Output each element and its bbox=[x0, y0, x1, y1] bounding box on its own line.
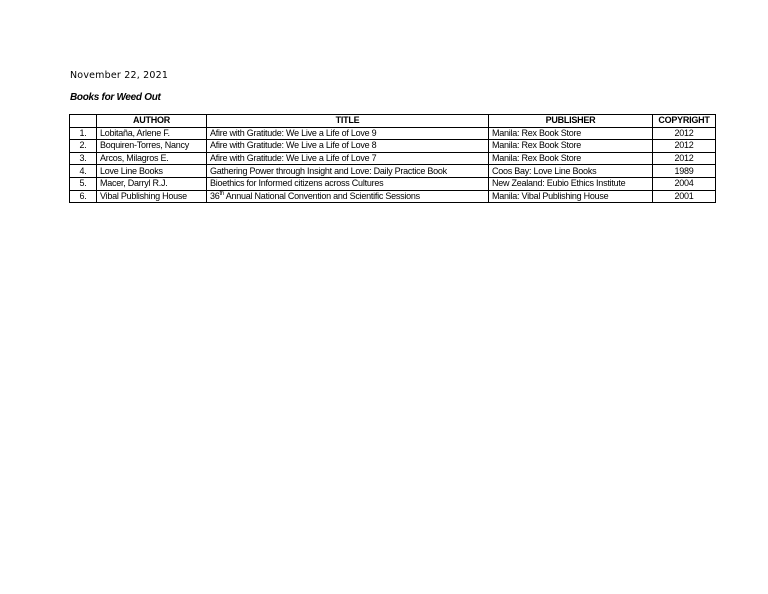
row-copyright: 2012 bbox=[653, 152, 716, 165]
header-number bbox=[70, 115, 97, 128]
row-number: 4. bbox=[70, 165, 97, 178]
row-publisher: Manila: Rex Book Store bbox=[489, 152, 653, 165]
row-title-superscript: th bbox=[219, 190, 225, 197]
table-row bbox=[70, 152, 716, 165]
row-copyright: 2012 bbox=[653, 140, 716, 153]
row-publisher: Manila: Vibal Publishing House bbox=[489, 190, 653, 203]
row-number: 1. bbox=[70, 127, 97, 140]
row-copyright: 1989 bbox=[653, 165, 716, 178]
row-publisher: Manila: Rex Book Store bbox=[489, 140, 653, 153]
row-publisher: Coos Bay: Love Line Books bbox=[489, 165, 653, 178]
row-title: Afire with Gratitude: We Live a Life of Love 8 bbox=[207, 140, 489, 153]
row-author: Love Line Books bbox=[97, 165, 207, 178]
row-copyright: 2004 bbox=[653, 177, 716, 190]
table-row bbox=[70, 140, 716, 153]
row-number: 3. bbox=[70, 152, 97, 165]
row-title: Afire with Gratitude: We Live a Life of Love 7 bbox=[207, 152, 489, 165]
row-number: 6. bbox=[70, 190, 97, 203]
document-date: November 22, 2021 bbox=[70, 70, 169, 81]
row-title: Afire with Gratitude: We Live a Life of Love 9 bbox=[207, 127, 489, 140]
table-row bbox=[70, 127, 716, 140]
row-publisher: New Zealand: Eubio Ethics Institute bbox=[489, 177, 653, 190]
row-author: Boquiren-Torres, Nancy bbox=[97, 140, 207, 153]
row-author: Vibal Publishing House bbox=[97, 190, 207, 203]
row-number: 2. bbox=[70, 140, 97, 153]
row-copyright: 2001 bbox=[653, 190, 716, 203]
row-publisher: Manila: Rex Book Store bbox=[489, 127, 653, 140]
header-publisher: PUBLISHER bbox=[489, 115, 653, 128]
row-title-prefix: 36 bbox=[210, 190, 220, 201]
row-author: Lobitaña, Arlene F. bbox=[97, 127, 207, 140]
row-author: Arcos, Milagros E. bbox=[97, 152, 207, 165]
weed-out-books-table bbox=[69, 114, 716, 203]
row-author: Macer, Darryl R.J. bbox=[97, 177, 207, 190]
row-title: Bioethics for Informed citizens across Cultures bbox=[207, 177, 489, 190]
row-title-rest: Annual National Convention and Scientific Sessions bbox=[224, 190, 420, 201]
table-row bbox=[70, 165, 716, 178]
header-author: AUTHOR bbox=[97, 115, 207, 128]
row-title: Gathering Power through Insight and Love: Daily Practice Book bbox=[207, 165, 489, 178]
header-copyright: COPYRIGHT bbox=[653, 115, 716, 128]
row-number: 5. bbox=[70, 177, 97, 190]
header-title: TITLE bbox=[207, 115, 489, 128]
table-row bbox=[70, 190, 716, 203]
table-row bbox=[70, 177, 716, 190]
row-copyright: 2012 bbox=[653, 127, 716, 140]
row-title bbox=[207, 190, 489, 203]
document-heading: Books for Weed Out bbox=[70, 92, 161, 103]
table-header-row bbox=[70, 115, 716, 128]
